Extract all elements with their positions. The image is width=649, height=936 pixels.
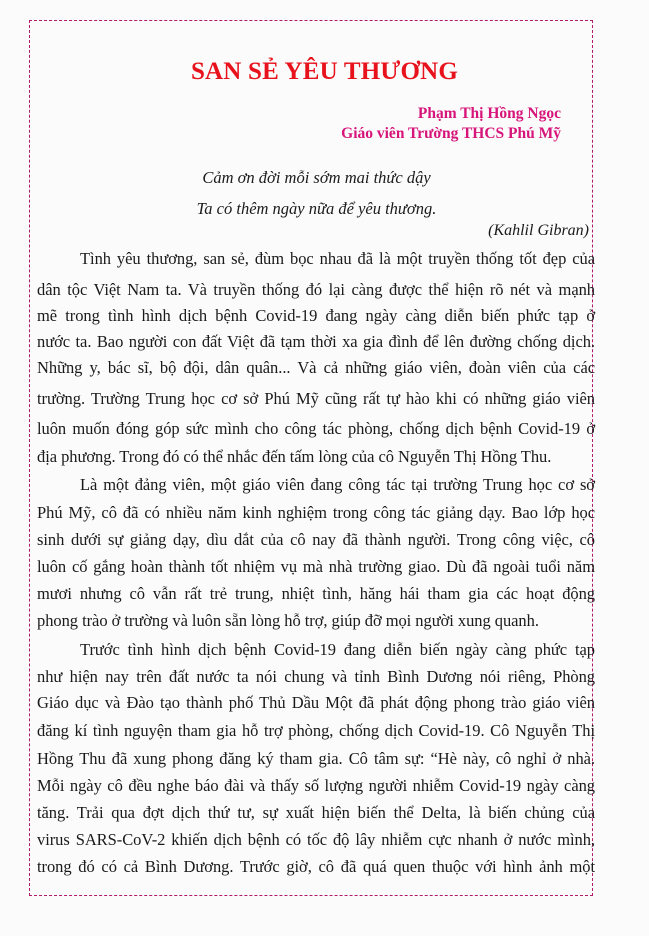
- article-title: SAN SẺ YÊU THƯƠNG: [190, 58, 459, 85]
- body-line: phong trào ở trường và luôn sẵn lòng hỗ trợ, giúp đỡ mọi người xung quanh.: [37, 611, 539, 630]
- body-line: mẽ trong tình hình dịch bệnh Covid-19 đang ngày càng diễn biến phức tạp ở: [37, 306, 595, 325]
- body-line: Giáo dục và Đào tạo thành phố Thủ Dầu Một đã phát động phong trào giáo viên: [37, 693, 595, 712]
- author-name: Phạm Thị Hồng Ngọc: [417, 105, 561, 122]
- body-line: luôn cố gắng hoàn thành tốt nhiệm vụ mà nhà trường giao. Dù đã ngoài tuổi năm: [37, 557, 595, 576]
- body-line: trong đó có cả Bình Dương. Trước giờ, cô đã quá quen thuộc với hình ảnh một: [37, 857, 595, 876]
- body-line: virus SARS-CoV-2 khiến dịch bệnh có tốc độ lây nhiễm cực nhanh ở nước mình,: [37, 830, 595, 849]
- body-line: địa phương. Trong đó có thể nhắc đến tấm lòng của cô Nguyễn Thị Hồng Thu.: [37, 447, 552, 466]
- body-line: Mỗi ngày cô đều nghe báo đài và thấy số lượng người nhiễm Covid-19 ngày càng: [37, 776, 595, 795]
- author-block: [341, 104, 561, 144]
- body-line: trường. Trường Trung học cơ sở Phú Mỹ cũng rất tự hào khi có những giáo viên: [37, 389, 595, 408]
- body-line: Tình yêu thương, san sẻ, đùm bọc nhau đã là một truyền thống tốt đẹp của: [80, 249, 595, 268]
- epigraph-line-1: Cảm ơn đời mỗi sớm mai thức dậy: [202, 168, 431, 187]
- body-line: nước ta. Bao người con đất Việt đã tạm thời xa gia đình để lên đường chống dịch.: [37, 332, 595, 351]
- body-line: Là một đảng viên, một giáo viên đang công tác tại trường Trung học cơ sở: [80, 475, 595, 494]
- body-line: tăng. Trải qua đợt dịch thứ tư, sự xuất hiện biến thể Delta, là biến chủng của: [37, 803, 595, 822]
- body-line: Hồng Thu đã xung phong đăng ký tham gia. Cô tâm sự: “Hè này, cô nghỉ ở nhà.: [37, 749, 595, 768]
- author-position: Giáo viên Trường THCS Phú Mỹ: [341, 125, 561, 142]
- body-line: sinh dưới sự giảng dạy, dìu dắt của cô nay đã thành người. Trong công việc, cô: [37, 530, 595, 549]
- body-line: như hiện nay trên đất nước ta nói chung và tỉnh Bình Dương nói riêng, Phòng: [37, 667, 595, 686]
- body-line: luôn muốn đóng góp sức mình cho công tác phòng, chống dịch bệnh Covid-19 ở: [37, 419, 595, 438]
- body-line: Những y, bác sĩ, bộ đội, dân quân... Và cả những giáo viên, đoàn viên của các: [37, 358, 595, 377]
- body-line: dân tộc Việt Nam ta. Và truyền thống đó lại càng được thể hiện rõ nét và mạnh: [37, 280, 595, 299]
- body-line: Trước tình hình dịch bệnh Covid-19 đang diễn biến ngày càng phức tạp: [80, 640, 595, 659]
- body-line: Phú Mỹ, cô đã có nhiều năm kinh nghiệm trong công tác giảng dạy. Bao lớp học: [37, 503, 595, 522]
- body-line: mươi nhưng cô vẫn rất trẻ trung, nhiệt tình, hăng hái tham gia các hoạt động: [37, 584, 595, 603]
- body-line: đăng kí tình nguyện tham gia hỗ trợ phòng, chống dịch Covid-19. Cô Nguyễn Thị: [37, 721, 595, 740]
- epigraph-line-2: Ta có thêm ngày nữa để yêu thương.: [196, 199, 437, 218]
- epigraph-attribution: (Kahlil Gibran): [488, 222, 589, 239]
